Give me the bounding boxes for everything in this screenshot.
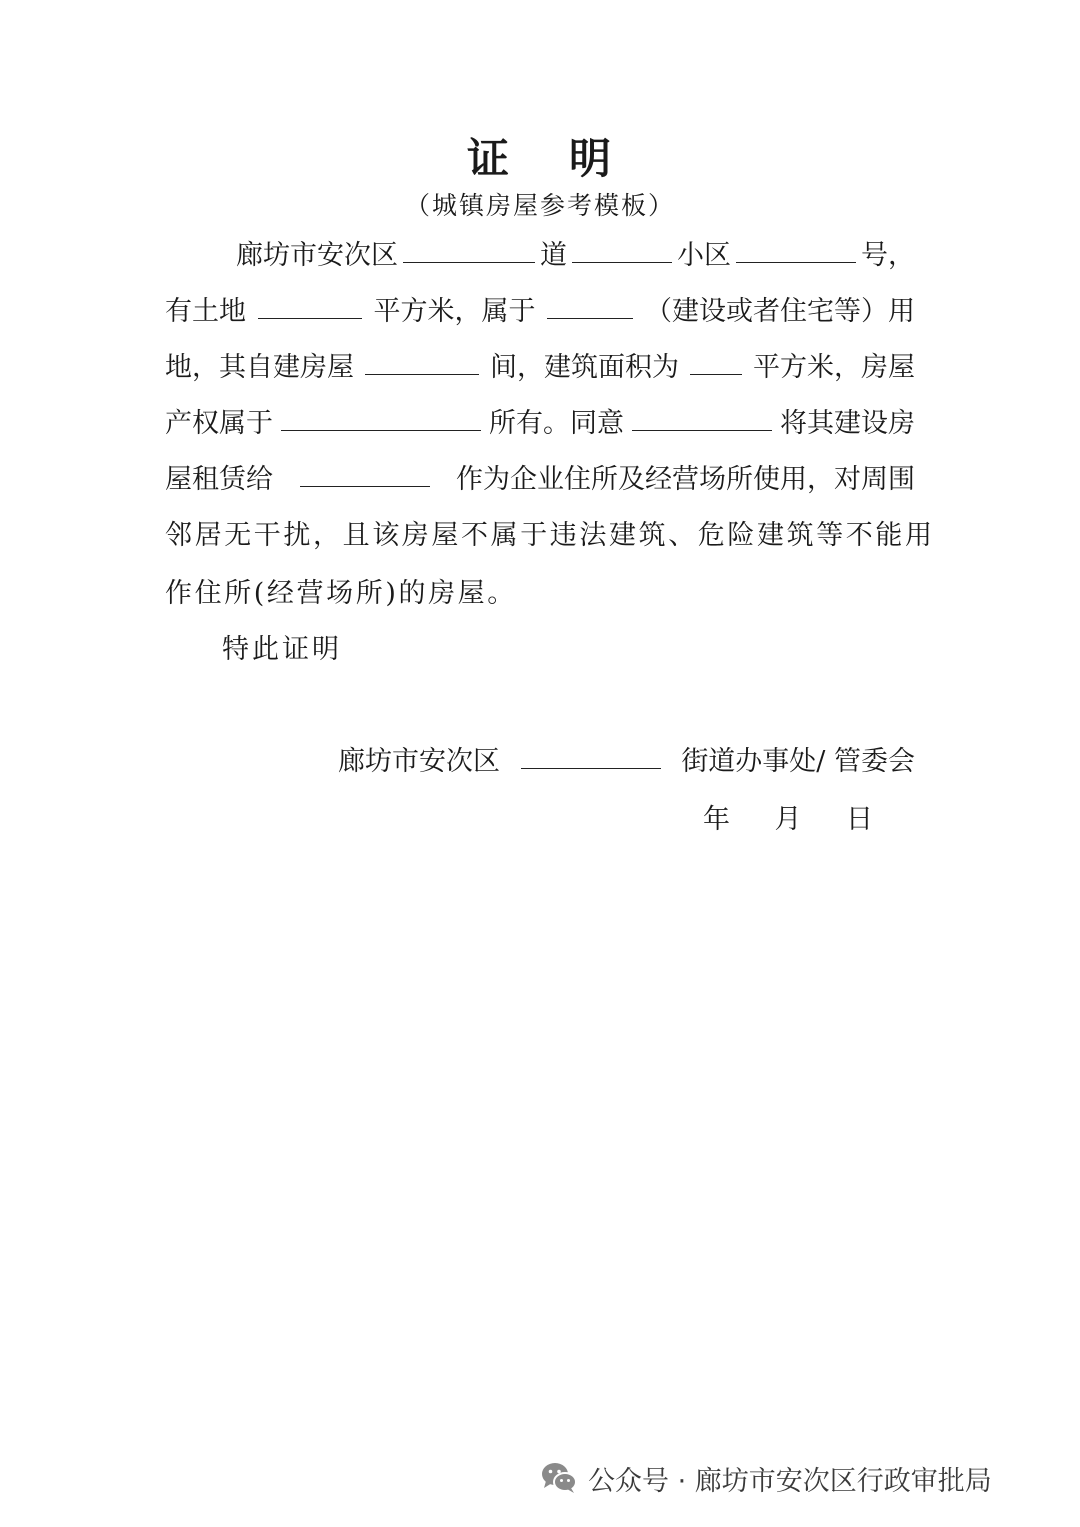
paragraph-line-2 — [165, 292, 915, 332]
date-year: 年 — [703, 804, 730, 835]
title-char-2: 明 — [569, 134, 614, 183]
text-number: 号， — [861, 240, 915, 271]
blank-land-area — [258, 292, 362, 319]
paragraph-line-1 — [236, 236, 915, 276]
paragraph-line-3 — [165, 348, 915, 388]
text-land: 有土地 — [165, 296, 246, 327]
text-agree: 所有。同意 — [489, 408, 624, 439]
text-district: 廊坊市安次区 — [236, 240, 398, 271]
document-subtitle: （城镇房屋参考模板） — [404, 191, 675, 220]
text-lease-to: 屋租赁给 — [165, 464, 273, 495]
blank-owner — [281, 404, 481, 431]
title-char-1: 证 — [466, 134, 511, 183]
text-road: 道 — [540, 240, 567, 271]
text-purpose: 作为企业住所及经营场所使用，对周围 — [456, 464, 915, 495]
blank-street — [403, 236, 535, 263]
text-sqm-house: 平方米，房屋 — [753, 352, 915, 383]
blank-community — [736, 236, 856, 263]
blank-consenter — [632, 404, 772, 431]
closing-statement: 特此证明 — [222, 634, 342, 665]
paragraph-line-7: 作住所(经营场所)的房屋。 — [165, 578, 517, 609]
watermark-text: 公众号 · 廊坊市安次区行政审批局 — [588, 1465, 992, 1497]
signature-line — [338, 742, 915, 782]
blank-land-use — [547, 292, 633, 319]
text-land-use: （建设或者住宅等）用 — [645, 296, 915, 327]
date-line — [703, 800, 873, 840]
text-self-built: 地，其自建房屋 — [165, 352, 354, 383]
date-month: 月 — [774, 804, 802, 835]
wechat-watermark — [540, 1458, 992, 1498]
wechat-icon — [540, 1461, 578, 1495]
paragraph-line-4 — [165, 404, 915, 444]
text-building-area: 间，建筑面积为 — [490, 352, 679, 383]
text-lease-house: 将其建设房 — [780, 408, 915, 439]
text-ownership: 产权属于 — [165, 408, 273, 439]
blank-road — [572, 236, 672, 263]
blank-subdistrict — [521, 742, 661, 769]
document-title — [0, 126, 1080, 186]
signature-office: 街道办事处/ 管委会 — [681, 746, 915, 777]
signature-district: 廊坊市安次区 — [338, 746, 500, 777]
paragraph-line-6: 邻居无干扰，且该房屋不属于违法建筑、危险建筑等不能用 — [165, 520, 935, 551]
date-day: 日 — [846, 804, 873, 835]
blank-rooms — [365, 348, 479, 375]
text-sqm-belong: 平方米，属于 — [373, 296, 536, 327]
text-community: 小区 — [677, 240, 731, 271]
blank-lessee — [300, 460, 430, 487]
paragraph-line-5 — [165, 460, 915, 500]
blank-building-area — [690, 348, 742, 375]
